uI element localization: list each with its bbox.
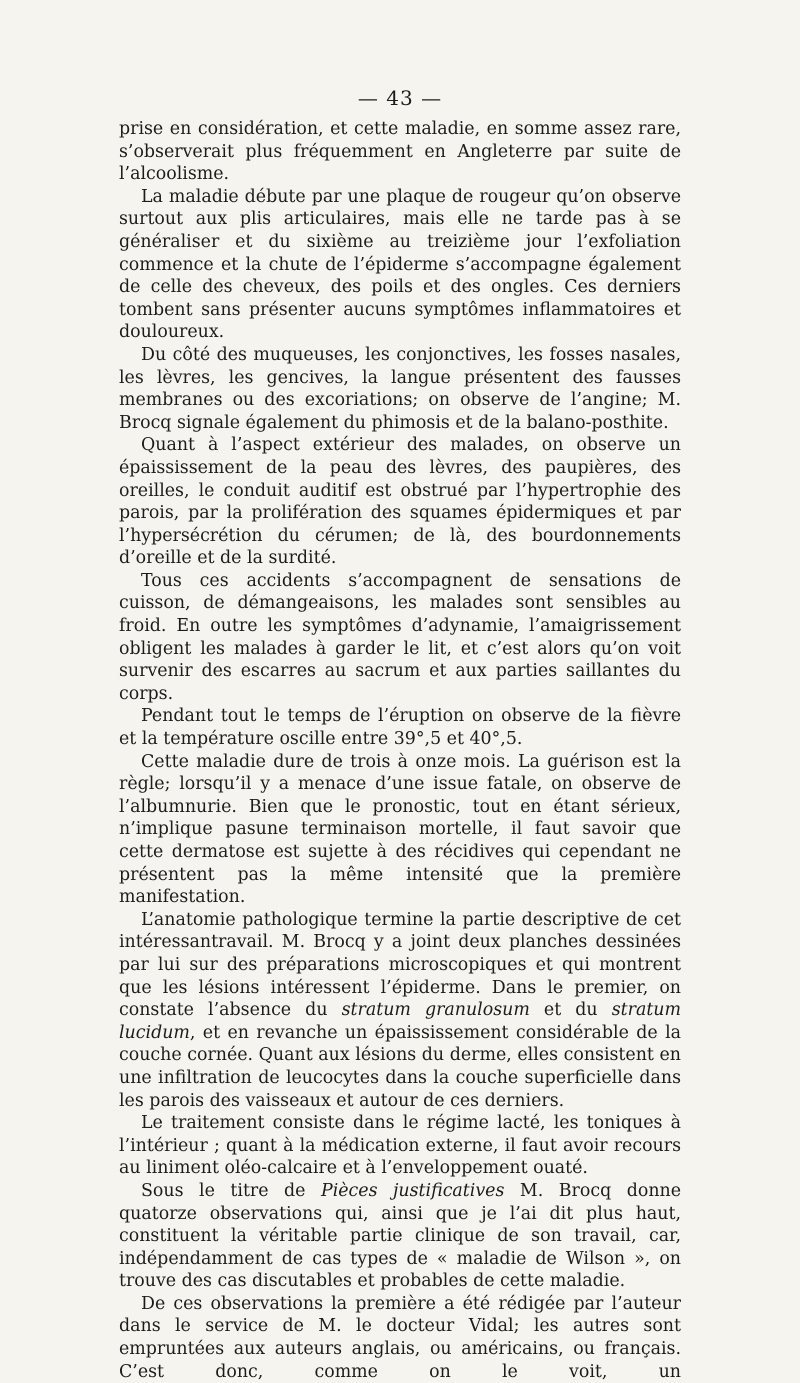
text-segment: M. Brocq donne quatorze observations qui, ainsi que je l’ai dit plus haut, constituent la véritable partie clinique de son travail, car, indépendamment de cas types de « maladie de Wilson », on trouve des cas discutables et probables de cette maladie. xyxy=(119,1180,682,1292)
text-segment: Du côté des muqueuses, les conjonctives, les fosses nasales, les lèvres, les gencives, la langue présentent des fausses membranes ou des excoriations; on observe de l’angine; M. Brocq signale également du phimosis et de la balano-posthite. xyxy=(119,344,681,433)
page-number: — 43 — xyxy=(357,86,443,110)
paragraph xyxy=(119,570,681,706)
paragraph xyxy=(119,186,681,344)
italic-term: Pièces justificatives xyxy=(321,1180,505,1201)
paragraph xyxy=(119,909,681,1112)
text-segment: De ces observations la première a été rédigée par l’auteur dans le service de M. le docteur Vidal; les autres sont empruntées aux auteurs anglais, ou américains, ou français. C’est donc, comme on le voit, un xyxy=(119,1293,681,1382)
text-segment: Quant à l’aspect extérieur des malades, on observe un épaississement de la peau des lèvres, des paupières, des oreilles, le conduit auditif est obstrué par l’hypertrophie des parois, par la prolifération des squames épidermiques et par l’hypersécrétion du cérumen; de là, des bourdonnements d’oreille et de la surdité. xyxy=(119,435,681,569)
text-segment: Le traitement consiste dans le régime lacté, les toniques à l’intérieur ; quant à la médication externe, il faut avoir recours au liniment oléo-calcaire et à l’enveloppement ouaté. xyxy=(119,1113,681,1179)
text-segment: Pendant tout le temps de l’éruption on observe de la fièvre et la température oscille entre 39°,5 et 40°,5. xyxy=(119,706,681,750)
paragraph xyxy=(119,118,681,186)
paragraph xyxy=(119,751,681,909)
paragraph xyxy=(119,1180,681,1293)
text-segment: Cette maladie dure de trois à onze mois. La guérison est la règle; lorsqu’il y a menace d’une issue fatale, on observe de l’albumnurie. Bien que le pronostic, tout en étant sérieux, n’implique pasune terminaison mortelle, il faut savoir que cette dermatose est sujette à des récidives qui cependant ne présentent pas la même intensité que la première manifestation. xyxy=(119,751,681,908)
paragraph xyxy=(119,344,681,434)
italic-term: stratum lucidum xyxy=(119,1000,681,1043)
text-segment: La maladie débute par une plaque de rougeur qu’on observe surtout aux plis articulaires, mais elle ne tarde pas à se généraliser et du sixième au treizième jour l’exfoliation commence et la chute de l’épiderme s’accompagne également de celle des cheveux, des poils et des ongles. Ces derniers tombent sans présenter aucuns symptômes inflammatoires et douloureux. xyxy=(119,186,681,343)
body-text xyxy=(119,118,681,1383)
text-segment: prise en considération, et cette maladie, en somme assez rare, s’observerait plus fréquemment en Angleterre par suite de l’alcoolisme. xyxy=(119,119,681,185)
paragraph xyxy=(119,705,681,750)
text-segment: et du xyxy=(529,1000,612,1021)
text-segment: L’anatomie pathologique termine la partie descriptive de cet intéressantravail. M. Brocq y a joint deux planches dessinées par lui sur des préparations microscopiques et qui montrent que les lésions intéressent l’épiderme. Dans le premier, on constate l’absence du xyxy=(119,909,681,1021)
paragraph xyxy=(119,1112,681,1180)
text-segment: Sous le titre de xyxy=(141,1180,321,1201)
paragraph xyxy=(119,434,681,570)
paragraph xyxy=(119,1293,681,1383)
text-segment: , et en revanche un épaississement considérable de la couche cornée. Quant aux lésions du derme, elles consistent en une infiltration de leucocytes dans la couche superficielle dans les parois des vaisseaux et autour de ces derniers. xyxy=(119,1022,681,1111)
italic-term: stratum granulosum xyxy=(341,1000,530,1021)
text-segment: Tous ces accidents s’accompagnent de sensations de cuisson, de démangeaisons, les malades sont sensibles au froid. En outre les symptômes d’adynamie, l’amaigrissement obligent les malades à garder le lit, et c’est alors qu’on voit survenir des escarres au sacrum et aux parties saillantes du corps. xyxy=(119,570,681,704)
